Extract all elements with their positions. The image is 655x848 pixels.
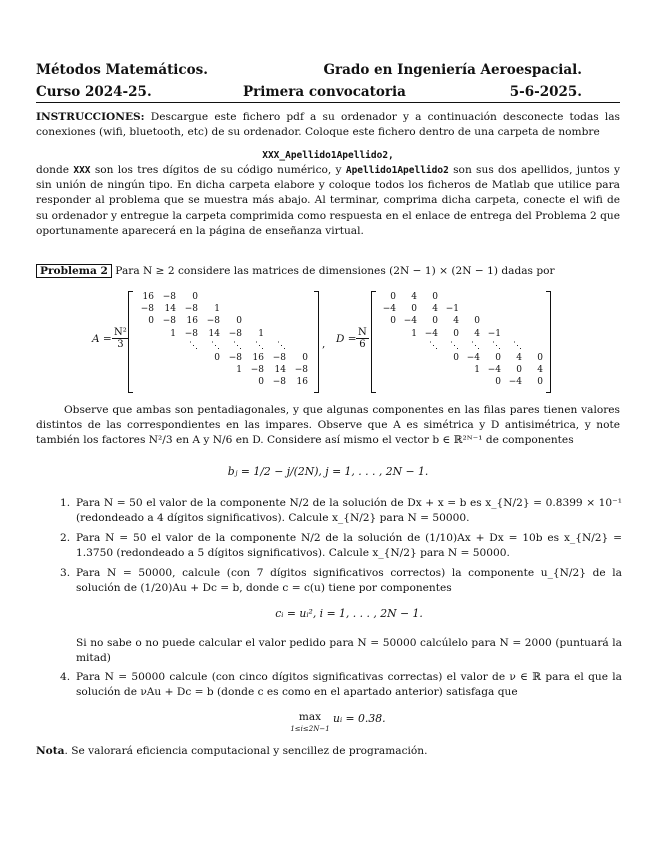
code-xxx: XXX <box>73 165 91 176</box>
folder-name-line <box>36 143 620 162</box>
instructions-text-2b: son los tres dígitos de su código numérico, y <box>94 164 342 176</box>
problem-intro-text: Para N ≥ 2 considere las matrices de dimensiones (2N − 1) × (2N − 1) dadas por <box>115 265 555 277</box>
matrix-d-cell: ⋱ <box>492 340 501 351</box>
matrix-d-factor-den: 6 <box>359 339 366 350</box>
matrix-d-cell: 0 <box>453 353 459 363</box>
instructions-text-1: Descargue este fichero pdf a su ordenador y a continuación desconecte todas las conexiones (wifi, bluetooth, etc) de su ordenador. Coloque este fichero dentro de una carpeta de nombre <box>36 111 620 139</box>
matrix-a <box>132 292 312 390</box>
matrix-d-cell: −4 <box>487 365 501 376</box>
instructions-paragraph-1 <box>36 110 620 140</box>
matrix-a-cell: 14 <box>208 328 220 339</box>
item-3-text: Para N = 50000, calcule (con 7 dígitos significativos correctos) la componente u_{N/2} de la solución de (1/20)Au + Dc = b, donde c = c(u) tiene por componentes <box>76 567 622 595</box>
matrix-d-cell: −4 <box>382 304 396 315</box>
matrix-d-cell: −4 <box>466 353 480 363</box>
matrix-d-cell: 0 <box>432 316 438 327</box>
matrix-a-cell: ⋱ <box>189 340 198 351</box>
item-4-max-rest: uᵢ = 0.38. <box>333 712 386 725</box>
matrix-a-factor-den: 3 <box>117 339 124 350</box>
item-3-formula: cᵢ = uᵢ², i = 1, . . . , 2N − 1. <box>275 607 423 620</box>
item-3-number: 3. <box>60 567 71 579</box>
matrix-d-cell: ⋱ <box>429 340 438 351</box>
matrix-a-cell: ⋱ <box>277 340 286 351</box>
matrix-a-factor <box>112 327 129 350</box>
matrix-d-cell: 4 <box>474 328 480 339</box>
matrix-a-right-bracket <box>314 291 319 393</box>
matrix-d-cell: 0 <box>411 304 417 315</box>
problem-label: Problema 2 <box>36 264 112 278</box>
matrix-d-cell: 0 <box>495 353 501 363</box>
matrix-d-cell: 4 <box>453 316 459 327</box>
matrix-separator: , <box>322 338 326 350</box>
matrix-a-cell: −8 <box>228 353 242 363</box>
matrix-a-cell: −8 <box>162 316 176 327</box>
item-4-number: 4. <box>60 671 71 683</box>
matrix-a-cell: ⋱ <box>233 340 242 351</box>
matrix-a-cell: 0 <box>236 316 242 327</box>
matrix-a-cell: 1 <box>236 365 242 376</box>
matrix-a-cell: 14 <box>274 365 286 376</box>
item-2 <box>60 531 622 561</box>
matrix-a-cell: 0 <box>214 353 220 363</box>
matrix-d-cell: −1 <box>445 304 459 315</box>
exam-date: 5-6-2025. <box>509 84 582 100</box>
item-1-number: 1. <box>60 497 71 509</box>
matrix-a-cell: 16 <box>252 353 264 363</box>
matrix-a-cell: ⋱ <box>211 340 220 351</box>
item-4-max-range: 1≤i≤2N−1 <box>290 725 330 733</box>
instructions-label: INSTRUCCIONES: <box>36 111 145 123</box>
instructions-text-2c: son sus dos apellidos, juntos y sin unión de ningún tipo. En dicha carpeta elabore y coloque todos los ficheros de Matlab que utilice para responder al problema que se muestra más abajo. Al terminar, comprima dicha carpeta, conecte el wifi de su ordenador y entregue la carpeta comprimida como respuesta en el enlace de entrega del Problema 2 que oportunamente aparecerá en la página de enseñanza virtual. <box>36 164 621 237</box>
matrix-a-cell: 1 <box>170 328 176 339</box>
item-3-extra: Si no sabe o no puede calcular el valor pedido para N = 50000 calcúlelo para N = 2000 (puntuará la mitad) <box>76 637 622 665</box>
matrix-d-cell: 0 <box>537 377 543 388</box>
matrix-d-cell: −4 <box>508 377 522 388</box>
matrix-d-cell: ⋱ <box>471 340 480 351</box>
matrix-a-cell: 0 <box>148 316 154 327</box>
exam-call: Primera convocatoria <box>243 84 406 100</box>
item-2-text: Para N = 50 el valor de la componente N/2 de la solución de (1/10)Ax + Dx = 10b es x_{N/2} = 1.3750 (redondeado a 5 dígitos significativos). Calcule x_{N/2} para N = 50000. <box>76 532 622 560</box>
matrix-d-cell: 0 <box>432 292 438 302</box>
code-surnames: Apellido1Apellido2 <box>345 165 449 176</box>
matrix-d-cell: 0 <box>390 292 396 302</box>
matrix-a-cell: −8 <box>184 304 198 315</box>
degree-name: Grado en Ingeniería Aeroespacial. <box>323 62 582 78</box>
item-1 <box>60 496 622 526</box>
matrix-d-right-bracket <box>546 291 551 393</box>
matrix-d-cell: 0 <box>474 316 480 327</box>
note-text: . Se valorará eficiencia computacional y sencillez de programación. <box>64 745 428 757</box>
matrix-a-factor-num: N² <box>114 327 127 338</box>
item-4 <box>60 670 622 700</box>
academic-year: Curso 2024-25. <box>36 84 152 100</box>
item-1-text: Para N = 50 el valor de la componente N/2 de la solución de Dx + x = b es x_{N/2} = 0.8399 × 10⁻¹ (redondeado a 4 dígitos significativos). Calcule x_{N/2} para N = 50000. <box>76 497 622 525</box>
matrix-a-cell: −8 <box>162 292 176 302</box>
note-label: Nota <box>36 745 65 757</box>
matrix-a-cell: −8 <box>184 328 198 339</box>
matrix-a-cell: 0 <box>302 353 308 363</box>
item-3 <box>60 566 622 596</box>
matrix-a-cell: −8 <box>206 316 220 327</box>
matrix-a-cell: −8 <box>250 365 264 376</box>
matrix-d-prefix <box>336 333 357 345</box>
matrix-a-cell: 1 <box>214 304 220 315</box>
matrix-a-cell: 16 <box>142 292 154 302</box>
matrix-a-cell: −8 <box>272 353 286 363</box>
b-formula: bⱼ = 1/2 − j/(2N), j = 1, . . . , 2N − 1. <box>227 465 429 478</box>
matrix-d-cell: −1 <box>487 328 501 339</box>
instructions-text-2a: donde <box>36 164 70 176</box>
matrix-d-factor <box>356 327 369 350</box>
item-4-text: Para N = 50000 calcule (con cinco dígitos significativas correctas) el valor de ν ∈ ℝ para el que la solución de νAu + Dc = b (donde c es como en el apartado anterior) satisfaga que <box>76 671 622 699</box>
matrix-d-cell: −4 <box>424 328 438 339</box>
matrix-a-cell: −8 <box>140 304 154 315</box>
matrix-d-cell: 4 <box>432 304 438 315</box>
matrix-a-cell: 1 <box>258 328 264 339</box>
matrix-d <box>375 292 545 390</box>
matrix-d-cell: 4 <box>516 353 522 363</box>
matrix-d-factor-num: N <box>358 327 367 338</box>
matrix-a-cell: 14 <box>164 304 176 315</box>
matrix-d-cell: 4 <box>537 365 543 376</box>
item-2-number: 2. <box>60 532 71 544</box>
matrix-d-cell: ⋱ <box>513 340 522 351</box>
matrix-a-cell: ⋱ <box>255 340 264 351</box>
matrix-d-symbol: D = <box>336 333 357 345</box>
item-4-max <box>290 711 330 723</box>
course-title: Métodos Matemáticos. <box>36 62 208 78</box>
matrix-d-cell: 1 <box>411 328 417 339</box>
matrix-a-symbol: A = <box>92 333 112 345</box>
matrix-a-cell: 16 <box>186 316 198 327</box>
matrix-d-cell: 0 <box>390 316 396 327</box>
instructions-paragraph-2 <box>36 163 620 239</box>
item-4-max-word: max <box>298 711 322 723</box>
matrix-a-cell: −8 <box>228 328 242 339</box>
matrix-a-cell: 0 <box>258 377 264 388</box>
matrix-d-cell: 0 <box>495 377 501 388</box>
observation-paragraph: Observe que ambas son pentadiagonales, y que algunas componentes en las filas pares tienen valores distintos de las correspondientes en las impares. Observe que A es simétrica y D antisimétrica, y note también los factores N²/3 en A y N/6 en D. Considere así mismo el vector b ∈ ℝ²ᴺ⁻¹ de componentes <box>36 404 620 447</box>
matrix-d-cell: 0 <box>537 353 543 363</box>
matrix-d-cell: ⋱ <box>450 340 459 351</box>
header-rule <box>36 102 620 103</box>
matrix-d-cell: 0 <box>516 365 522 376</box>
matrix-d-cell: 0 <box>453 328 459 339</box>
problem-intro <box>36 264 620 279</box>
note <box>36 744 620 759</box>
matrix-d-cell: −4 <box>403 316 417 327</box>
matrix-a-cell: −8 <box>272 377 286 388</box>
matrix-a-cell: 0 <box>192 292 198 302</box>
matrix-d-cell: 4 <box>411 292 417 302</box>
matrix-a-cell: −8 <box>294 365 308 376</box>
matrix-a-prefix <box>92 333 112 345</box>
matrix-d-cell: 1 <box>474 365 480 376</box>
matrix-a-cell: 16 <box>296 377 308 388</box>
folder-name: XXX_Apellido1Apellido2, <box>262 150 394 161</box>
